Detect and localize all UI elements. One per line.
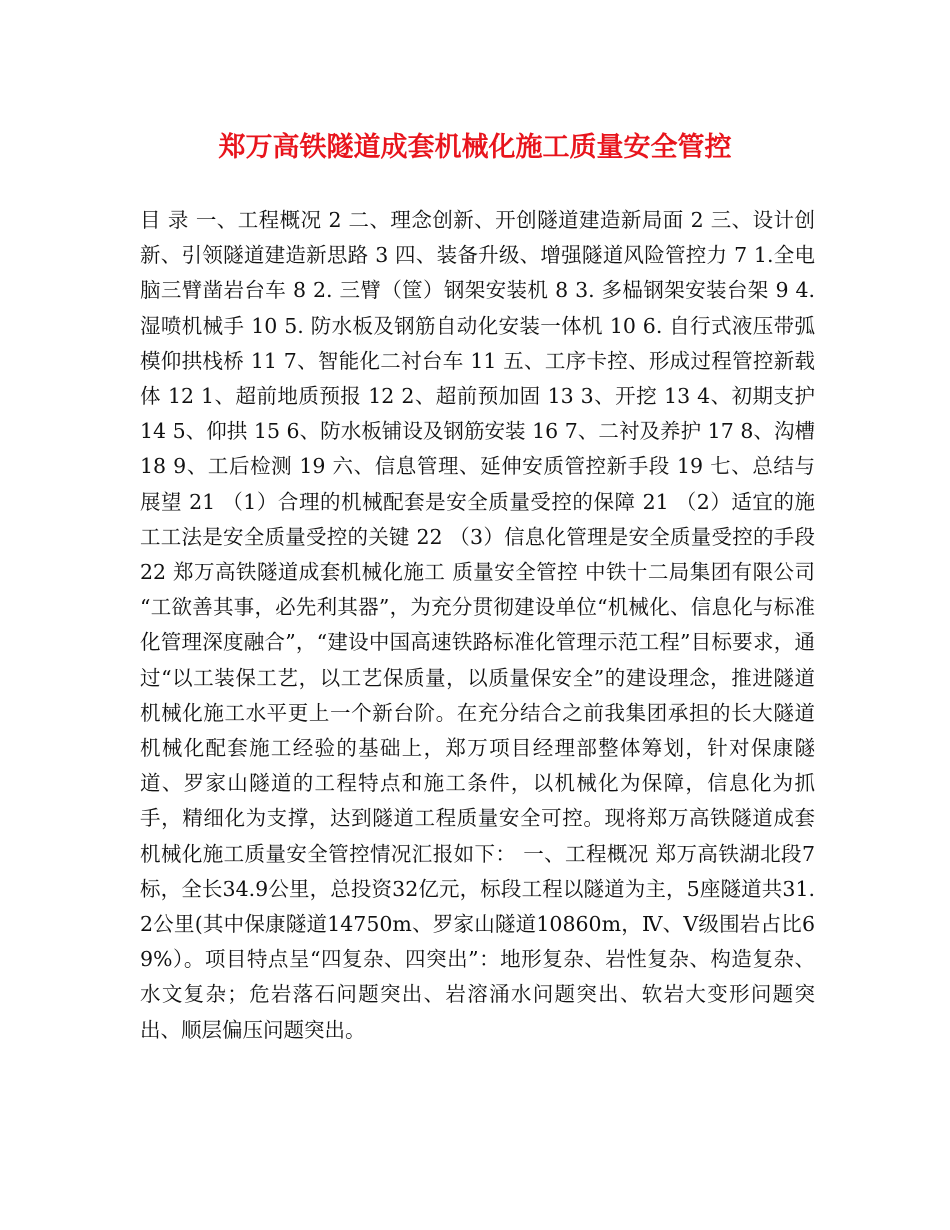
page-title: 郑万高铁隧道成套机械化施工质量安全管控 xyxy=(218,132,732,163)
body-paragraph: 目 录 一、工程概况 2 二、理念创新、开创隧道建造新局面 2 三、设计创新、引领隧道建造新思路 3 四、装备升级、增强隧道风险管控力 7 1.全电脑三臂凿岩台车 8 2. 三臂（筐）钢架安装机 8 3. 多榀钢架安装台架 9 4.湿喷机械手 10 5. 防水板及钢筋自动化安装一体机 10 6. 自行式液压带弧模仰拱栈桥 11 7、智能化二衬台车 11 五、工序卡控、形成过程管控新载体 12 1、超前地质预报 12 2、超前预加固 13 3、开挖 13 4、初期支护 14 5、仰拱 15 6、防水板铺设及钢筋安装 16 7、二衬及养护 17 8、沟槽 18 9、工后检测 19 六、信息管理、延伸安质管控新手段 19 七、总结与展望 21 （1）合理的机械配套是安全质量受控的保障 21 （2）适宜的施工工法是安全质量受控的关键 22 （3）信息化管理是安全质量受控的手段 22 郑万高铁隧道成套机械化施工 质量安全管控 中铁十二局集团有限公司 “工欲善其事，必先利其器”，为充分贯彻建设单位“机械化、信息化与标准化管理深度融合”，“建设中国高速铁路标准化管理示范工程”目标要求，通过“以工装保工艺，以工艺保质量，以质量保安全”的建设理念，推进隧道机械化施工水平更上一个新台阶。在充分结合之前我集团承担的长大隧道机械化配套施工经验的基础上，郑万项目经理部整体筹划，针对保康隧道、罗家山隧道的工程特点和施工条件，以机械化为保障，信息化为抓手，精细化为支撑，达到隧道工程质量安全可控。现将郑万高铁隧道成套机械化施工质量安全管控情况汇报如下： 一、工程概况 郑万高铁湖北段7标，全长34.9公里，总投资32亿元，标段工程以隧道为主，5座隧道共31.2公里(其中保康隧道14750m、罗家山隧道10860m，Ⅳ、Ⅴ级围岩占比69%）。项目特点呈“四复杂、四突出”：地形复杂、岩性复杂、构造复杂、水文复杂；危岩落石问题突出、岩溶涌水问题突出、软岩大变形问题突出、顺层偏压问题突出。 xyxy=(140,208,815,1042)
